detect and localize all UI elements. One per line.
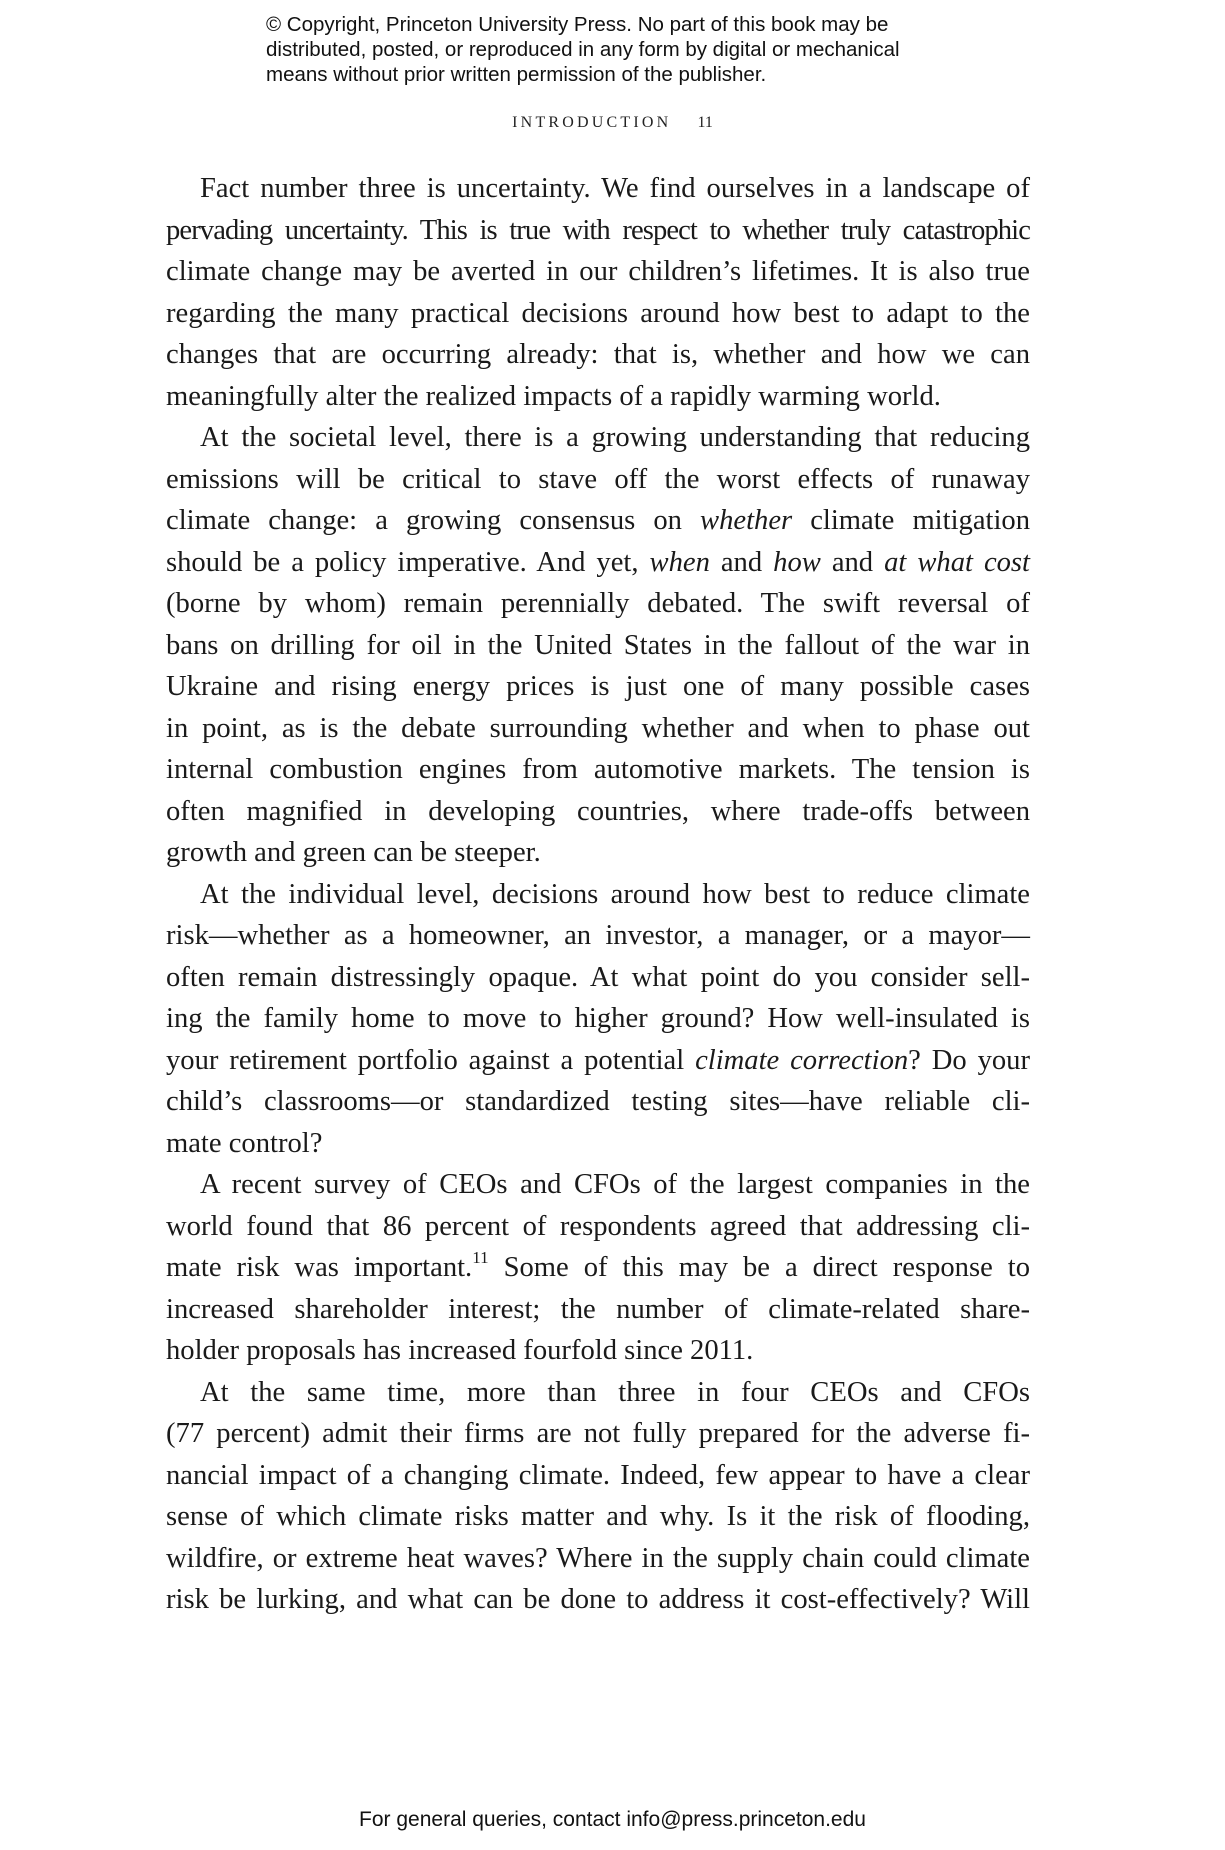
text-line: Ukraine and rising energy prices is just one of many possible cases: [166, 671, 1030, 702]
text-run: should be a policy imperative. And yet,: [166, 546, 650, 578]
running-head: [0, 114, 1225, 132]
text-line: internal combustion engines from automotive markets. The tension is: [166, 754, 1030, 785]
copyright-notice: [266, 12, 1026, 87]
text-line: risk be lurking, and what can be done to address it cost-effectively? Will: [166, 1584, 1030, 1615]
emphasis: when: [649, 546, 710, 578]
text-line: A recent survey of CEOs and CFOs of the largest companies in the: [200, 1169, 1030, 1200]
text-run: climate mitigation: [792, 505, 1030, 536]
text-line: At the societal level, there is a growing understanding that reducing: [200, 422, 1030, 453]
text-line: ing the family home to move to higher ground? How well-insulated is: [166, 1003, 1030, 1034]
text-run: mate risk was important.: [166, 1252, 473, 1283]
text-line: regarding the many practical decisions around how best to adapt to the: [166, 297, 1030, 329]
text-run: Some of this may be a direct response to: [488, 1252, 1031, 1283]
footnote-reference[interactable]: 11: [472, 1248, 489, 1267]
copyright-line: © Copyright, Princeton University Press. No part of this book may be: [266, 13, 889, 36]
text-line: often magnified in developing countries, where trade-offs between: [166, 795, 1030, 827]
emphasis: how: [773, 546, 821, 578]
text-line: climate change may be averted in our children’s lifetimes. It is also true: [166, 256, 1030, 287]
paragraph: [166, 1164, 1030, 1372]
text-line: child’s classrooms—or standardized testing sites—have reliable cli-: [166, 1086, 1030, 1117]
text-line: holder proposals has increased fourfold since 2011.: [166, 1335, 754, 1366]
text-line: nancial impact of a changing climate. Indeed, few appear to have a clear: [166, 1459, 1030, 1491]
text-run: your retirement portfolio against a potential: [166, 1044, 696, 1076]
copyright-line: distributed, posted, or reproduced in any form by digital or mechanical: [266, 38, 900, 61]
paragraph: [166, 1372, 1030, 1621]
text-line: mate control?: [166, 1127, 323, 1159]
text-line: emissions will be critical to stave off the worst effects of runaway: [166, 463, 1030, 495]
text-line: At the individual level, decisions around how best to reduce climate: [200, 878, 1030, 910]
text-line: (77 percent) admit their firms are not fully prepared for the adverse fi-: [166, 1418, 1030, 1449]
paragraph: [166, 874, 1030, 1165]
text-line: meaningfully alter the realized impacts of a rapidly warming world.: [166, 380, 941, 412]
text-run: ? Do your: [908, 1044, 1031, 1076]
text-line: [166, 1247, 1030, 1289]
emphasis: whether: [700, 505, 793, 536]
text-line: growth and green can be steeper.: [166, 837, 541, 868]
text-line: pervading uncertainty. This is true with respect to whether truly catastrophic: [166, 214, 1030, 246]
text-run: and: [709, 546, 774, 578]
text-line: in point, as is the debate surrounding whether and when to phase out: [166, 712, 1030, 744]
emphasis: climate correction: [695, 1044, 909, 1076]
text-line: often remain distressingly opaque. At what point do you consider sell-: [166, 961, 1030, 993]
text-line: [166, 542, 1030, 584]
text-line: sense of which climate risks matter and why. Is it the risk of flooding,: [166, 1501, 1030, 1532]
emphasis: at what cost: [884, 546, 1031, 578]
text-run: and: [820, 546, 885, 578]
text-line: [166, 1040, 1030, 1082]
text-line: wildfire, or extreme heat waves? Where in the supply chain could climate: [166, 1542, 1030, 1574]
text-line: risk—whether as a homeowner, an investor, a manager, or a mayor—: [166, 920, 1030, 951]
text-line: bans on drilling for oil in the United States in the fallout of the war in: [166, 629, 1030, 661]
text-line: world found that 86 percent of respondents agreed that addressing cli-: [166, 1210, 1030, 1242]
text-run: climate change: a growing consensus on: [166, 505, 701, 536]
page-number: 11: [697, 114, 713, 131]
copyright-line: means without prior written permission of the publisher.: [266, 63, 767, 86]
body-text: [166, 168, 1030, 1621]
text-line: Fact number three is uncertainty. We find ourselves in a landscape of: [200, 173, 1030, 204]
section-title: INTRODUCTION: [512, 114, 672, 131]
text-line: increased shareholder interest; the number of climate-related share-: [166, 1293, 1030, 1325]
paragraph: [166, 417, 1030, 874]
text-line: At the same time, more than three in four CEOs and CFOs: [200, 1376, 1030, 1408]
text-line: (borne by whom) remain perennially debated. The swift reversal of: [166, 588, 1030, 619]
paragraph: [166, 168, 1030, 417]
text-line: changes that are occurring already: that is, whether and how we can: [166, 339, 1030, 370]
publisher-contact-footer: For general queries, contact info@press.princeton.edu: [359, 1808, 866, 1831]
text-line: [166, 500, 1030, 542]
